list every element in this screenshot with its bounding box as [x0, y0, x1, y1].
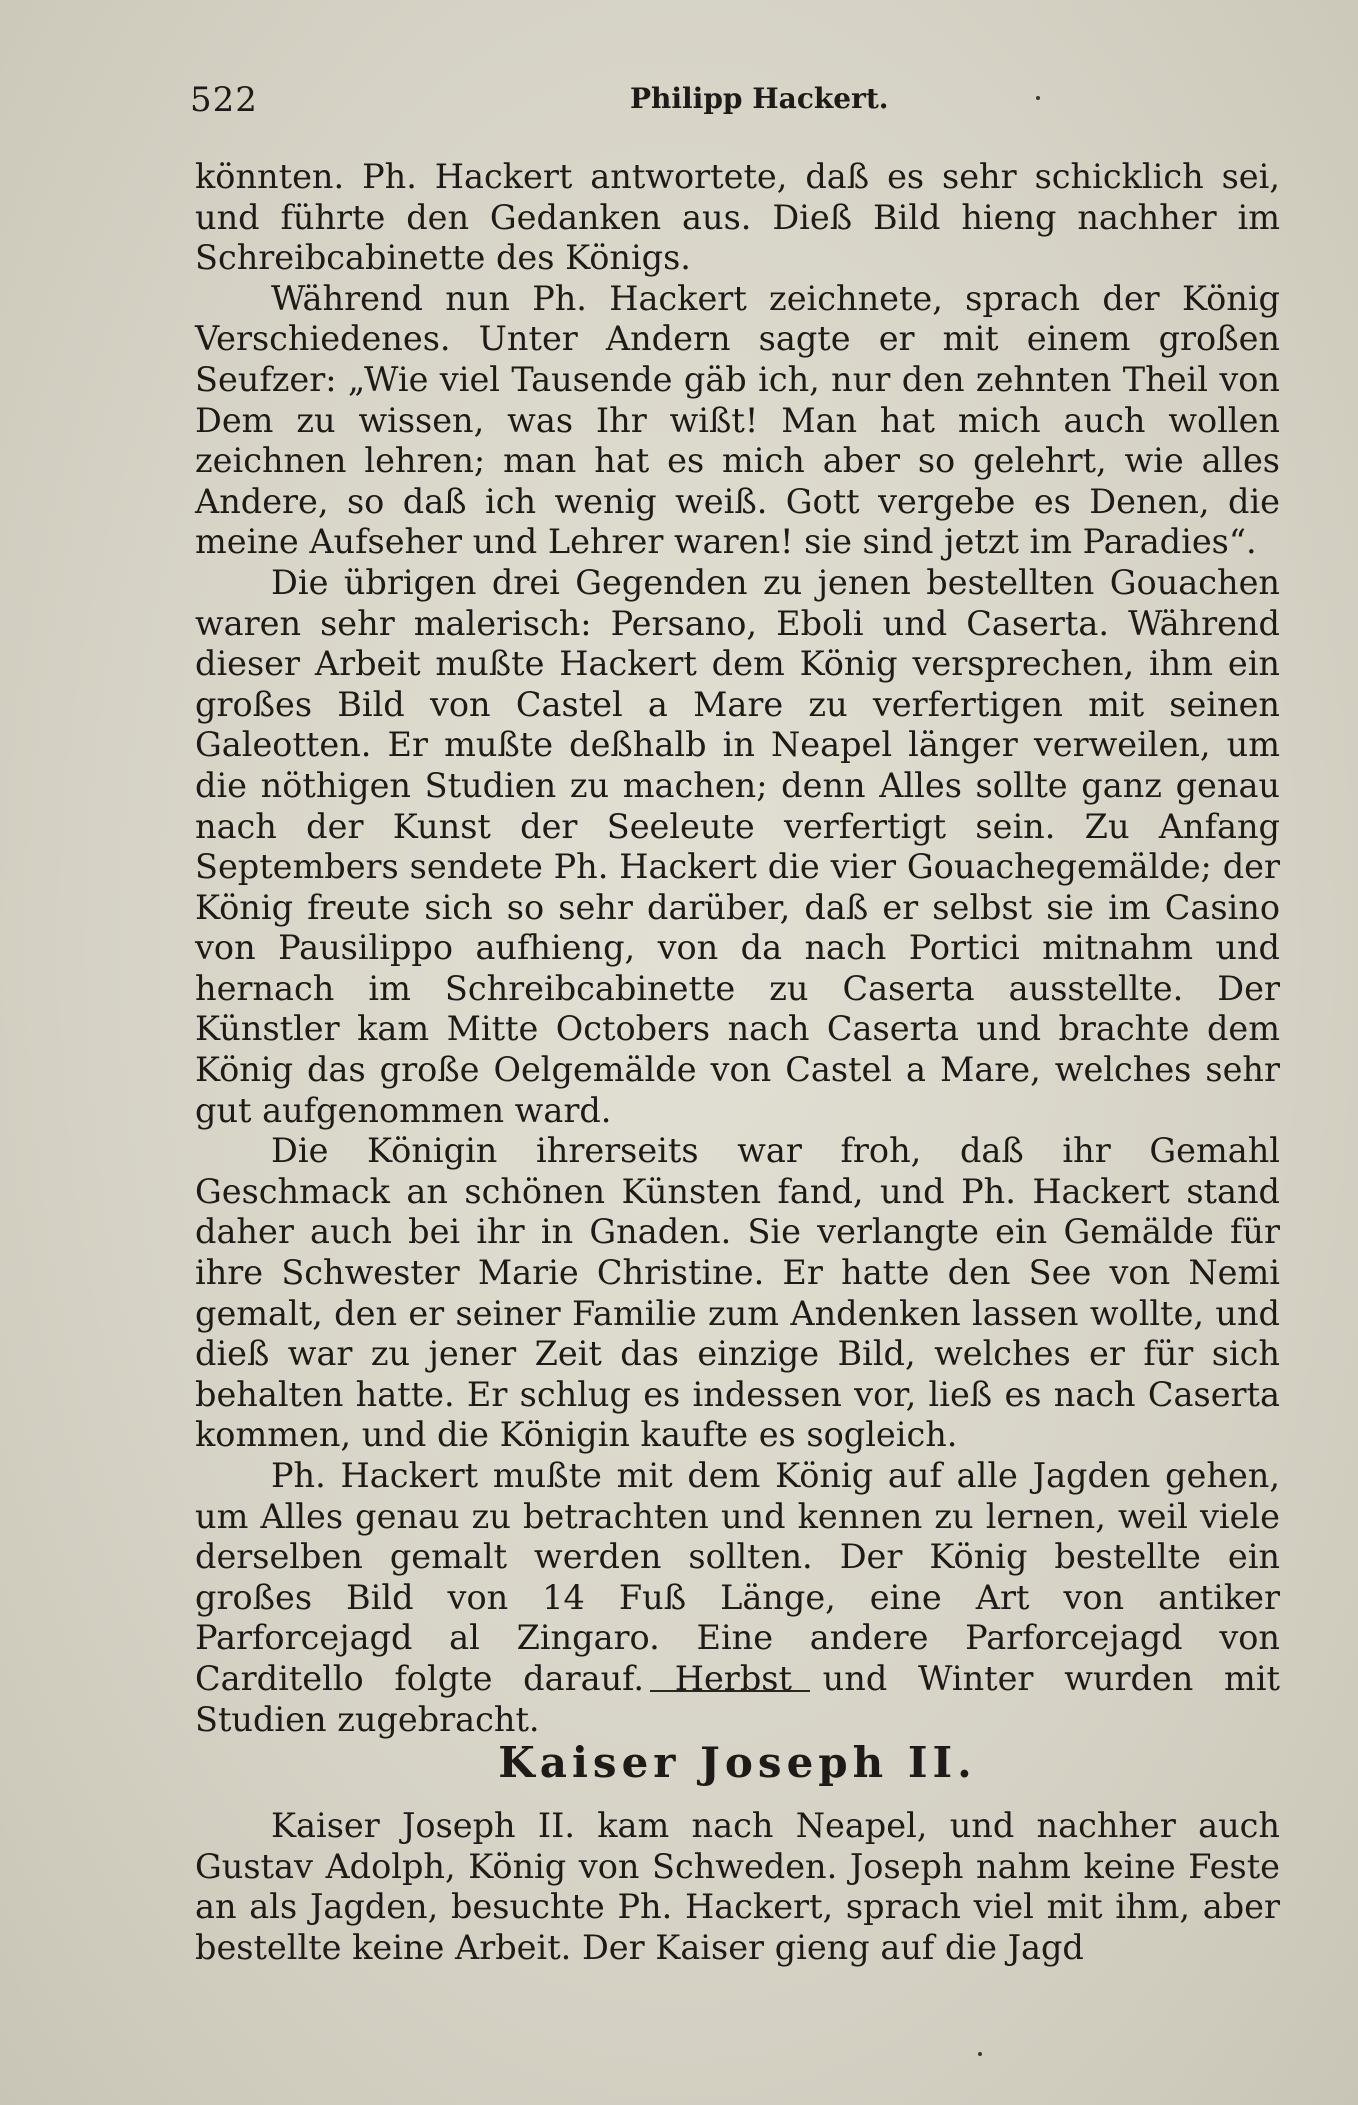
page-number: 522: [190, 80, 258, 120]
paragraph: Die übrigen drei Gegenden zu jenen bestellten Gouachen waren sehr malerisch: Persano, Eboli und Caserta. Während dieser Arbeit mußte Hackert dem König versprechen, ihm ein großes Bild von Castel a Mare zu verfertigen mit seinen Galeotten. Er mußte deßhalb in Neapel länger verweilen, um die nöthigen Studien zu machen; denn Alles sollte ganz genau nach der Kunst der Seeleute verfertigt sein. Zu Anfang Septembers sendete Ph. Hackert die vier Gouachegemälde; der König freute sich so sehr darüber, daß er selbst sie im Casino von Pausilippo aufhieng, von da nach Portici mitnahm und hernach im Schreibcabinette zu Caserta ausstellte. Der Künstler kam Mitte Octobers nach Caserta und brachte dem König das große Oelgemälde von Castel a Mare, welches sehr gut aufgenommen ward.: [195, 562, 1280, 1130]
main-text: [195, 157, 1280, 1740]
section-text: [195, 1806, 1280, 1968]
print-speck: [1036, 96, 1040, 100]
paragraph: Kaiser Joseph II. kam nach Neapel, und nachher auch Gustav Adolph, König von Schweden. Joseph nahm keine Feste an als Jagden, besuchte Ph. Hackert, sprach viel mit ihm, aber bestellte keine Arbeit. Der Kaiser gieng auf die Jagd: [195, 1806, 1280, 1967]
page-header: [190, 80, 1280, 130]
paragraph: Während nun Ph. Hackert zeichnete, sprach der König Verschiedenes. Unter Andern sagte er mit einem großen Seufzer: „Wie viel Tausende gäb ich, nur den zehnten Theil von Dem zu wissen, was Ihr wißt! Man hat mich auch wollen zeichnen lehren; man hat es mich aber so gelehrt, wie alles Andere, so daß ich wenig weiß. Gott vergebe es Denen, die meine Aufseher und Lehrer waren! sie sind jetzt im Paradies“.: [195, 278, 1280, 562]
paragraph: Die Königin ihrerseits war froh, daß ihr Gemahl Geschmack an schönen Künsten fand, und Ph. Hackert stand daher auch bei ihr in Gnaden. Sie verlangte ein Gemälde für ihre Schwester Marie Christine. Er hatte den See von Nemi gemalt, den er seiner Familie zum Andenken lassen wollte, und dieß war zu jener Zeit das einzige Bild, welches er für sich behalten hatte. Er schlug es indessen vor, ließ es nach Caserta kommen, und die Königin kaufte es sogleich.: [195, 1131, 1280, 1455]
print-speck: [978, 2052, 982, 2056]
running-head: Philipp Hackert.: [630, 82, 889, 115]
section-title: Kaiser Joseph II.: [498, 1738, 977, 1787]
section-divider: [650, 1690, 810, 1692]
paragraph: könnten. Ph. Hackert antwortete, daß es sehr schicklich sei, und führte den Gedanken aus. Dieß Bild hieng nachher im Schreibcabinette des Königs.: [195, 157, 1280, 278]
paragraph: Ph. Hackert mußte mit dem König auf alle Jagden gehen, um Alles genau zu betrachten und kennen zu lernen, weil viele derselben gemalt werden sollten. Der König bestellte ein großes Bild von 14 Fuß Länge, eine Art von antiker Parforcejagd al Zingaro. Eine andere Parforcejagd von Carditello folgte darauf. Herbst und Winter wurden mit Studien zugebracht.: [195, 1456, 1280, 1739]
